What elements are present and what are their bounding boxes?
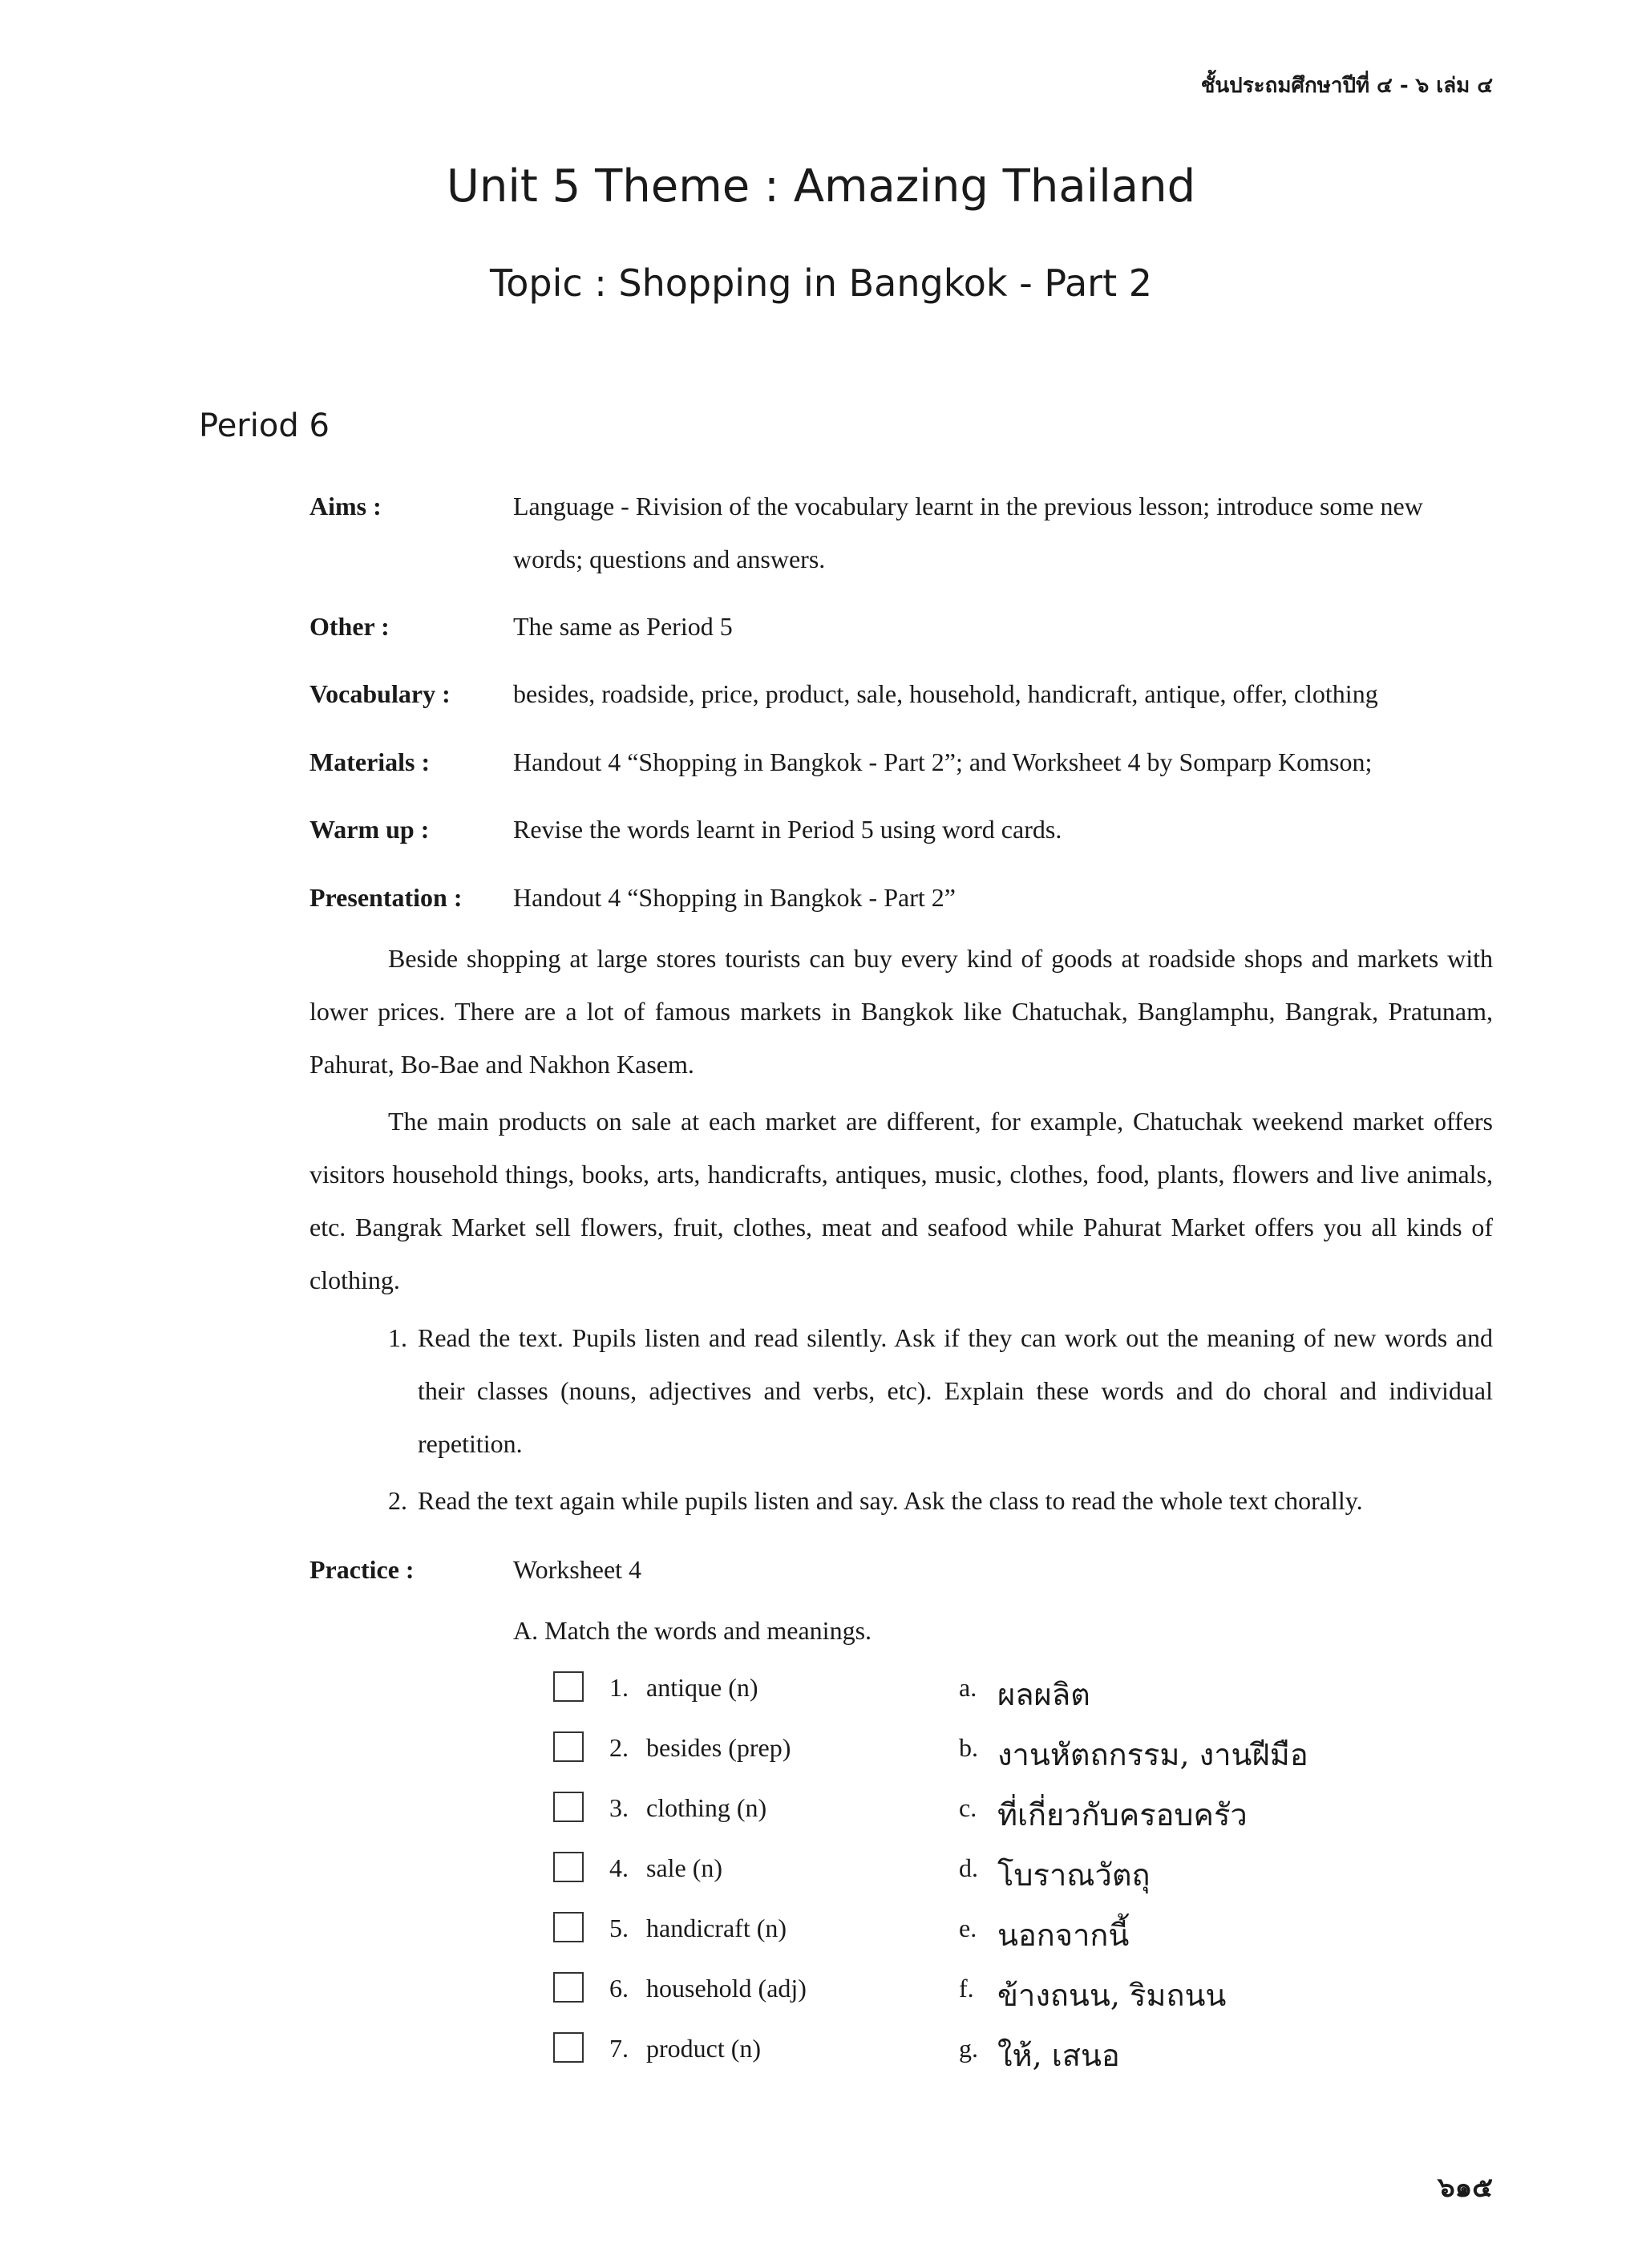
paragraph-2: The main products on sale at each market are different, for example, Chatuchak weekend market offers visitors household things, books, arts, handicrafts, antiques, music, clothes, food, plants, flowers and live animals, etc. Bangrak Market sell flowers, fruit, clothes, meat and seafood while Pahurat Market offers you all kinds of clothing. — [309, 1107, 1493, 1294]
match-item — [0, 1972, 1642, 2020]
answer-checkbox[interactable] — [553, 1792, 584, 1822]
vocabulary-content: besides, roadside, price, product, sale, household, handicraft, antique, offer, clothing — [513, 679, 1378, 708]
match-item-meaning: งานหัตถกรรม, งานฝีมือ — [997, 1737, 1308, 1772]
match-item-letter: c. — [959, 1793, 977, 1822]
aims-line-1: Language - Rivision of the vocabulary learnt in the previous lesson; introduce some new — [513, 492, 1423, 520]
match-item — [0, 1671, 1642, 1719]
answer-checkbox[interactable] — [553, 1671, 584, 1702]
match-item-word: besides (prep) — [646, 1733, 791, 1762]
match-item-number: 1. — [609, 1673, 629, 1702]
presentation-label: Presentation : — [309, 883, 463, 912]
step-1-text: Read the text. Pupils listen and read silently. Ask if they can work out the meaning of new words and their classes (nouns, adjectives and verbs, etc). Explain these words and do choral and individual repetition. — [418, 1323, 1493, 1458]
step-2-number: 2. — [388, 1486, 407, 1515]
match-item-meaning: ให้, เสนอ — [997, 2038, 1120, 2073]
match-item-number: 7. — [609, 2034, 629, 2063]
aims-content — [513, 480, 1493, 585]
materials-label: Materials : — [309, 747, 431, 776]
presentation-content: Handout 4 “Shopping in Bangkok - Part 2” — [513, 883, 956, 912]
match-item-word: handicraft (n) — [646, 1914, 787, 1942]
topic-title: Topic : Shopping in Bangkok - Part 2 — [489, 261, 1153, 305]
match-item-meaning: ที่เกี่ยวกับครอบครัว — [997, 1797, 1248, 1833]
match-item-number: 2. — [609, 1733, 629, 1762]
match-item-letter: a. — [959, 1673, 977, 1702]
aims-row — [309, 480, 1493, 585]
match-item-meaning: โบราณวัตถุ — [997, 1857, 1151, 1893]
match-item — [0, 2032, 1642, 2080]
aims-label: Aims : — [309, 492, 382, 520]
step-1 — [388, 1311, 1493, 1470]
match-item-word: household (adj) — [646, 1974, 807, 2003]
book-series-header: ชั้นประถมศึกษาปีที่ ๔ - ๖ เล่ม ๔ — [1200, 74, 1493, 98]
step-1-number: 1. — [388, 1323, 407, 1352]
match-item — [0, 1792, 1642, 1840]
practice-label: Practice : — [309, 1555, 415, 1584]
match-item-word: clothing (n) — [646, 1793, 767, 1822]
match-item-number: 6. — [609, 1974, 629, 2003]
match-item-letter: d. — [959, 1853, 978, 1882]
other-content: The same as Period 5 — [513, 612, 733, 641]
match-item-number: 3. — [609, 1793, 629, 1822]
match-item-letter: b. — [959, 1733, 978, 1762]
match-item-number: 5. — [609, 1914, 629, 1942]
match-item-letter: f. — [959, 1974, 974, 2003]
match-item-letter: g. — [959, 2034, 978, 2063]
answer-checkbox[interactable] — [553, 1912, 584, 1942]
match-item — [0, 1852, 1642, 1900]
warmup-label: Warm up : — [309, 815, 430, 844]
match-item-letter: e. — [959, 1914, 977, 1942]
period-heading: Period 6 — [199, 407, 330, 444]
match-item — [0, 1912, 1642, 1960]
unit-title: Unit 5 Theme : Amazing Thailand — [446, 160, 1196, 213]
paragraph-1: Beside shopping at large stores tourists can buy every kind of goods at roadside shops and markets with lower prices. There are a lot of famous markets in Bangkok like Chatuchak, Banglamphu, Bangrak, Pratunam, Pahurat, Bo-Bae and Nakhon Kasem. — [309, 944, 1493, 1079]
answer-checkbox[interactable] — [553, 2032, 584, 2063]
worksheet-instruction: A. Match the words and meanings. — [513, 1616, 872, 1645]
match-item-word: sale (n) — [646, 1853, 723, 1882]
warmup-content: Revise the words learnt in Period 5 using word cards. — [513, 815, 1062, 844]
answer-checkbox[interactable] — [553, 1972, 584, 2003]
match-item — [0, 1731, 1642, 1780]
page-number: ๖๑๕ — [1438, 2172, 1493, 2204]
step-2 — [388, 1474, 1493, 1527]
answer-checkbox[interactable] — [553, 1731, 584, 1762]
match-item-word: antique (n) — [646, 1673, 758, 1702]
match-item-meaning: ผลผลิต — [997, 1677, 1090, 1712]
match-item-word: product (n) — [646, 2034, 762, 2063]
match-item-meaning: นอกจากนี้ — [997, 1918, 1130, 1953]
aims-line-2: words; questions and answers. — [513, 545, 826, 573]
practice-content: Worksheet 4 — [513, 1555, 642, 1584]
step-2-text: Read the text again while pupils listen and say. Ask the class to read the whole text chorally. — [418, 1486, 1363, 1515]
materials-content: Handout 4 “Shopping in Bangkok - Part 2”; and Worksheet 4 by Somparp Komson; — [513, 747, 1373, 776]
match-item-number: 4. — [609, 1853, 629, 1882]
other-label: Other : — [309, 612, 390, 641]
vocabulary-label: Vocabulary : — [309, 679, 451, 708]
match-item-meaning: ข้างถนน, ริมถนน — [997, 1978, 1227, 2013]
answer-checkbox[interactable] — [553, 1852, 584, 1882]
